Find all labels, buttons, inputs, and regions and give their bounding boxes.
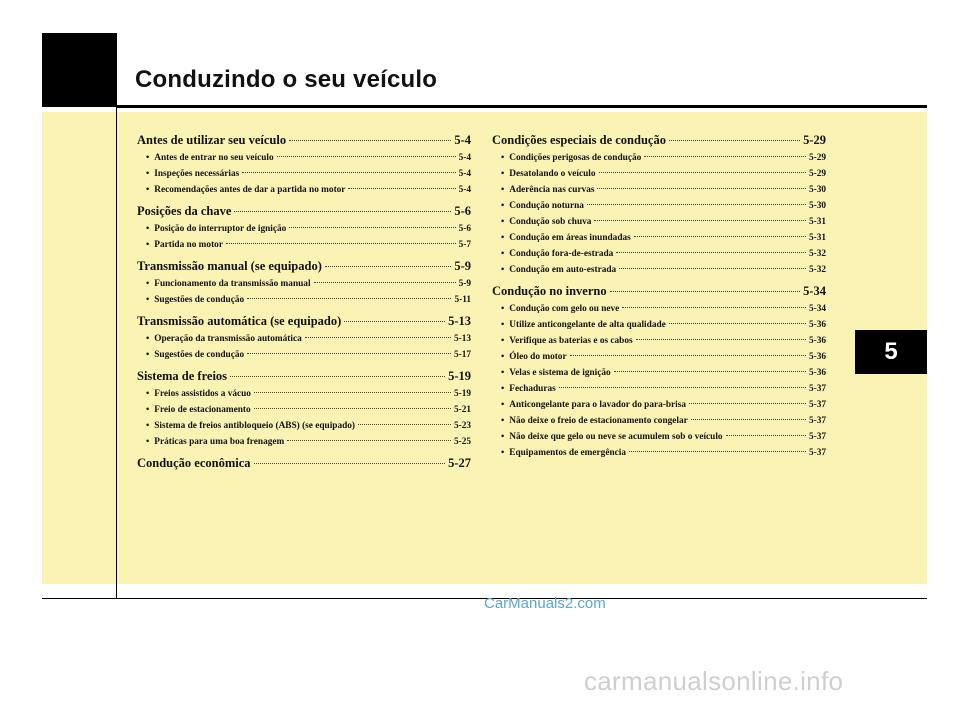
bullet-icon: • — [501, 352, 505, 362]
toc-item[interactable] — [137, 418, 471, 434]
leader-dots — [689, 403, 806, 404]
toc-section[interactable] — [137, 201, 471, 221]
toc-section[interactable] — [137, 256, 471, 276]
bullet-icon: • — [501, 201, 505, 211]
leader-dots — [597, 188, 805, 189]
toc-item[interactable] — [492, 349, 826, 365]
toc-item[interactable] — [492, 365, 826, 381]
toc-item[interactable] — [492, 429, 826, 445]
toc-item-page: 5-23 — [453, 421, 471, 431]
leader-dots — [644, 156, 806, 157]
leader-dots — [634, 236, 806, 237]
toc-item[interactable] — [137, 347, 471, 363]
toc-item[interactable] — [137, 276, 471, 292]
toc-item-page: 5-36 — [808, 368, 826, 378]
toc-item-page: 5-4 — [458, 153, 471, 163]
leader-dots — [587, 204, 806, 205]
leader-dots — [247, 298, 451, 299]
toc-item-page: 5-37 — [808, 416, 826, 426]
toc-item[interactable] — [492, 381, 826, 397]
toc-item[interactable] — [492, 150, 826, 166]
toc-item-page: 5-36 — [808, 320, 826, 330]
leader-dots — [242, 172, 455, 173]
leader-dots — [247, 353, 451, 354]
toc-section-title: Condução econômica — [137, 456, 251, 470]
bullet-icon: • — [501, 336, 505, 346]
leader-dots — [289, 227, 455, 228]
leader-dots — [614, 371, 806, 372]
toc-item[interactable] — [137, 237, 471, 253]
watermark-carmanuals2: CarManuals2.com — [484, 595, 606, 612]
bullet-icon: • — [501, 384, 505, 394]
bullet-icon: • — [146, 185, 150, 195]
toc-item[interactable] — [492, 333, 826, 349]
page-title: Conduzindo o seu veículo — [135, 66, 438, 93]
toc-item[interactable] — [492, 445, 826, 461]
toc-item-page: 5-17 — [453, 350, 471, 360]
leader-dots — [226, 243, 456, 244]
toc-item-page: 5-37 — [808, 400, 826, 410]
bullet-icon: • — [146, 224, 150, 234]
toc-item-label: Inspeções necessárias — [154, 169, 240, 179]
leader-dots — [344, 321, 445, 322]
toc-item-label: Condução fora-de-estrada — [509, 249, 614, 259]
toc-section[interactable] — [137, 366, 471, 386]
bullet-icon: • — [501, 153, 505, 163]
bullet-icon: • — [146, 334, 150, 344]
bullet-icon: • — [501, 185, 505, 195]
bullet-icon: • — [501, 320, 505, 330]
toc-item[interactable] — [492, 182, 826, 198]
bullet-icon: • — [501, 249, 505, 259]
toc-item-page: 5-34 — [808, 304, 826, 314]
leader-dots — [616, 252, 806, 253]
toc-item-page: 5-21 — [453, 405, 471, 415]
leader-dots — [594, 220, 806, 221]
toc-item[interactable] — [492, 262, 826, 278]
toc-item-label: Condução noturna — [509, 201, 584, 211]
toc-item-label: Óleo do motor — [509, 352, 567, 362]
toc-item-page: 5-31 — [808, 233, 826, 243]
toc-item[interactable] — [492, 198, 826, 214]
toc-section-page: 5-27 — [448, 456, 471, 470]
toc-item-page: 5-7 — [458, 240, 471, 250]
bullet-icon: • — [501, 432, 505, 442]
toc-item[interactable] — [492, 413, 826, 429]
leader-dots — [348, 188, 455, 189]
leader-dots — [358, 424, 451, 425]
toc-item[interactable] — [137, 221, 471, 237]
toc-item-page: 5-25 — [453, 437, 471, 447]
toc-item-label: Sistema de freios antibloqueio (ABS) (se equipado) — [154, 421, 356, 431]
leader-dots — [726, 435, 806, 436]
toc-item-label: Não deixe o freio de estacionamento congelar — [509, 416, 688, 426]
toc-item-page: 5-37 — [808, 432, 826, 442]
toc-section-title: Sistema de freios — [137, 369, 228, 383]
bullet-icon: • — [146, 279, 150, 289]
leader-dots — [636, 339, 806, 340]
toc-section-page: 5-34 — [803, 284, 826, 298]
toc-section[interactable] — [137, 130, 471, 150]
vertical-rule — [116, 33, 117, 599]
bullet-icon: • — [501, 169, 505, 179]
section-gap — [137, 473, 471, 476]
toc-item-label: Anticongelante para o lavador do para-brisa — [509, 400, 686, 410]
bullet-icon: • — [501, 304, 505, 314]
corner-block — [42, 33, 117, 107]
toc-item-label: Fechaduras — [509, 384, 556, 394]
toc-item-label: Velas e sistema de ignição — [509, 368, 611, 378]
leader-dots — [305, 337, 451, 338]
leader-dots — [289, 140, 451, 141]
chapter-tab[interactable]: 5 — [855, 330, 927, 374]
toc-section-page: 5-6 — [454, 204, 471, 218]
toc-item-label: Funcionamento da transmissão manual — [154, 279, 311, 289]
toc-item[interactable] — [137, 331, 471, 347]
leader-dots — [599, 172, 806, 173]
bullet-icon: • — [501, 448, 505, 458]
toc-section[interactable] — [492, 130, 826, 150]
toc-section-page: 5-4 — [454, 133, 471, 147]
leader-dots — [669, 323, 806, 324]
title-rule — [117, 105, 927, 108]
toc-item-label: Condução sob chuva — [509, 217, 592, 227]
toc-item-page: 5-9 — [458, 279, 471, 289]
toc-right-column — [492, 130, 826, 464]
toc-item-page: 5-4 — [458, 185, 471, 195]
bullet-icon: • — [501, 265, 505, 275]
toc-section-page: 5-13 — [448, 314, 471, 328]
toc-item-label: Freio de estacionamento — [154, 405, 251, 415]
leader-dots — [314, 282, 456, 283]
leader-dots — [230, 376, 445, 377]
toc-item-label: Não deixe que gelo ou neve se acumulem sob o veículo — [509, 432, 723, 442]
leader-dots — [254, 463, 446, 464]
toc-item-page: 5-6 — [458, 224, 471, 234]
toc-item-label: Sugestões de condução — [154, 295, 245, 305]
leader-dots — [610, 291, 800, 292]
bullet-icon: • — [146, 295, 150, 305]
watermark-carmanualsonline: carmanualsonline.info — [584, 666, 844, 696]
leader-dots — [254, 392, 451, 393]
bullet-icon: • — [501, 400, 505, 410]
toc-section[interactable] — [137, 453, 471, 473]
toc-item-label: Partida no motor — [154, 240, 223, 250]
bullet-icon: • — [146, 437, 150, 447]
toc-item[interactable] — [137, 386, 471, 402]
leader-dots — [254, 408, 451, 409]
leader-dots — [622, 307, 806, 308]
toc-item-label: Posição do interruptor de ignição — [154, 224, 287, 234]
bullet-icon: • — [146, 169, 150, 179]
toc-item-page: 5-37 — [808, 384, 826, 394]
toc-item-label: Desatolando o veículo — [509, 169, 596, 179]
toc-item-page: 5-30 — [808, 185, 826, 195]
toc-item-label: Operação da transmissão automática — [154, 334, 302, 344]
toc-item[interactable] — [137, 434, 471, 450]
toc-item-label: Condução em auto-estrada — [509, 265, 617, 275]
toc-item-label: Utilize anticongelante de alta qualidade — [509, 320, 666, 330]
bullet-icon: • — [146, 389, 150, 399]
bullet-icon: • — [146, 350, 150, 360]
toc-item-page: 5-13 — [453, 334, 471, 344]
toc-item-label: Práticas para uma boa frenagem — [154, 437, 285, 447]
toc-item[interactable] — [137, 150, 471, 166]
toc-item-page: 5-37 — [808, 448, 826, 458]
leader-dots — [669, 140, 800, 141]
toc-item-page: 5-36 — [808, 352, 826, 362]
bullet-icon: • — [501, 217, 505, 227]
toc-item-page: 5-29 — [808, 169, 826, 179]
toc-section-title: Antes de utilizar seu veículo — [137, 133, 287, 147]
toc-section-title: Transmissão manual (se equipado) — [137, 259, 322, 273]
toc-item-label: Condução em áreas inundadas — [509, 233, 631, 243]
bullet-icon: • — [146, 421, 150, 431]
toc-item[interactable] — [137, 166, 471, 182]
toc-item-label: Condições perigosas de condução — [509, 153, 642, 163]
section-gap — [492, 461, 826, 464]
toc-item-label: Antes de entrar no seu veículo — [154, 153, 274, 163]
leader-dots — [559, 387, 806, 388]
toc-section-page: 5-19 — [448, 369, 471, 383]
toc-section-title: Condições especiais de condução — [492, 133, 666, 147]
toc-item-page: 5-36 — [808, 336, 826, 346]
toc-item-page: 5-32 — [808, 249, 826, 259]
toc-item-label: Recomendações antes de dar a partida no motor — [154, 185, 346, 195]
toc-item-label: Aderência nas curvas — [509, 185, 595, 195]
bullet-icon: • — [501, 368, 505, 378]
toc-item[interactable] — [492, 230, 826, 246]
toc-item[interactable] — [492, 246, 826, 262]
toc-item-page: 5-30 — [808, 201, 826, 211]
toc-section-page: 5-29 — [803, 133, 826, 147]
toc-section[interactable] — [137, 311, 471, 331]
toc-item-label: Sugestões de condução — [154, 350, 245, 360]
toc-item-page: 5-31 — [808, 217, 826, 227]
toc-item-label: Condução com gelo ou neve — [509, 304, 620, 314]
bullet-icon: • — [146, 153, 150, 163]
bullet-icon: • — [146, 240, 150, 250]
toc-item[interactable] — [492, 317, 826, 333]
toc-item-label: Equipamentos de emergência — [509, 448, 626, 458]
bullet-icon: • — [501, 233, 505, 243]
toc-section-title: Transmissão automática (se equipado) — [137, 314, 342, 328]
leader-dots — [277, 156, 456, 157]
toc-item[interactable] — [492, 166, 826, 182]
leader-dots — [691, 419, 806, 420]
toc-item-page: 5-4 — [458, 169, 471, 179]
bullet-icon: • — [146, 405, 150, 415]
toc-section-title: Posições da chave — [137, 204, 232, 218]
toc-item-label: Freios assistidos a vácuo — [154, 389, 251, 399]
toc-item[interactable] — [492, 214, 826, 230]
toc-item-page: 5-11 — [454, 295, 471, 305]
toc-item[interactable] — [492, 301, 826, 317]
toc-item[interactable] — [492, 397, 826, 413]
toc-section[interactable] — [492, 281, 826, 301]
toc-section-title: Condução no inverno — [492, 284, 607, 298]
toc-item-page: 5-19 — [453, 389, 471, 399]
toc-item[interactable] — [137, 292, 471, 308]
leader-dots — [629, 451, 806, 452]
leader-dots — [287, 440, 451, 441]
toc-item[interactable] — [137, 182, 471, 198]
toc-item-page: 5-29 — [808, 153, 826, 163]
toc-left-column — [137, 130, 471, 476]
leader-dots — [234, 211, 451, 212]
leader-dots — [325, 266, 451, 267]
toc-item[interactable] — [137, 402, 471, 418]
bullet-icon: • — [501, 416, 505, 426]
toc-item-page: 5-32 — [808, 265, 826, 275]
toc-item-label: Verifique as baterias e os cabos — [509, 336, 633, 346]
leader-dots — [619, 268, 806, 269]
leader-dots — [570, 355, 806, 356]
toc-section-page: 5-9 — [454, 259, 471, 273]
